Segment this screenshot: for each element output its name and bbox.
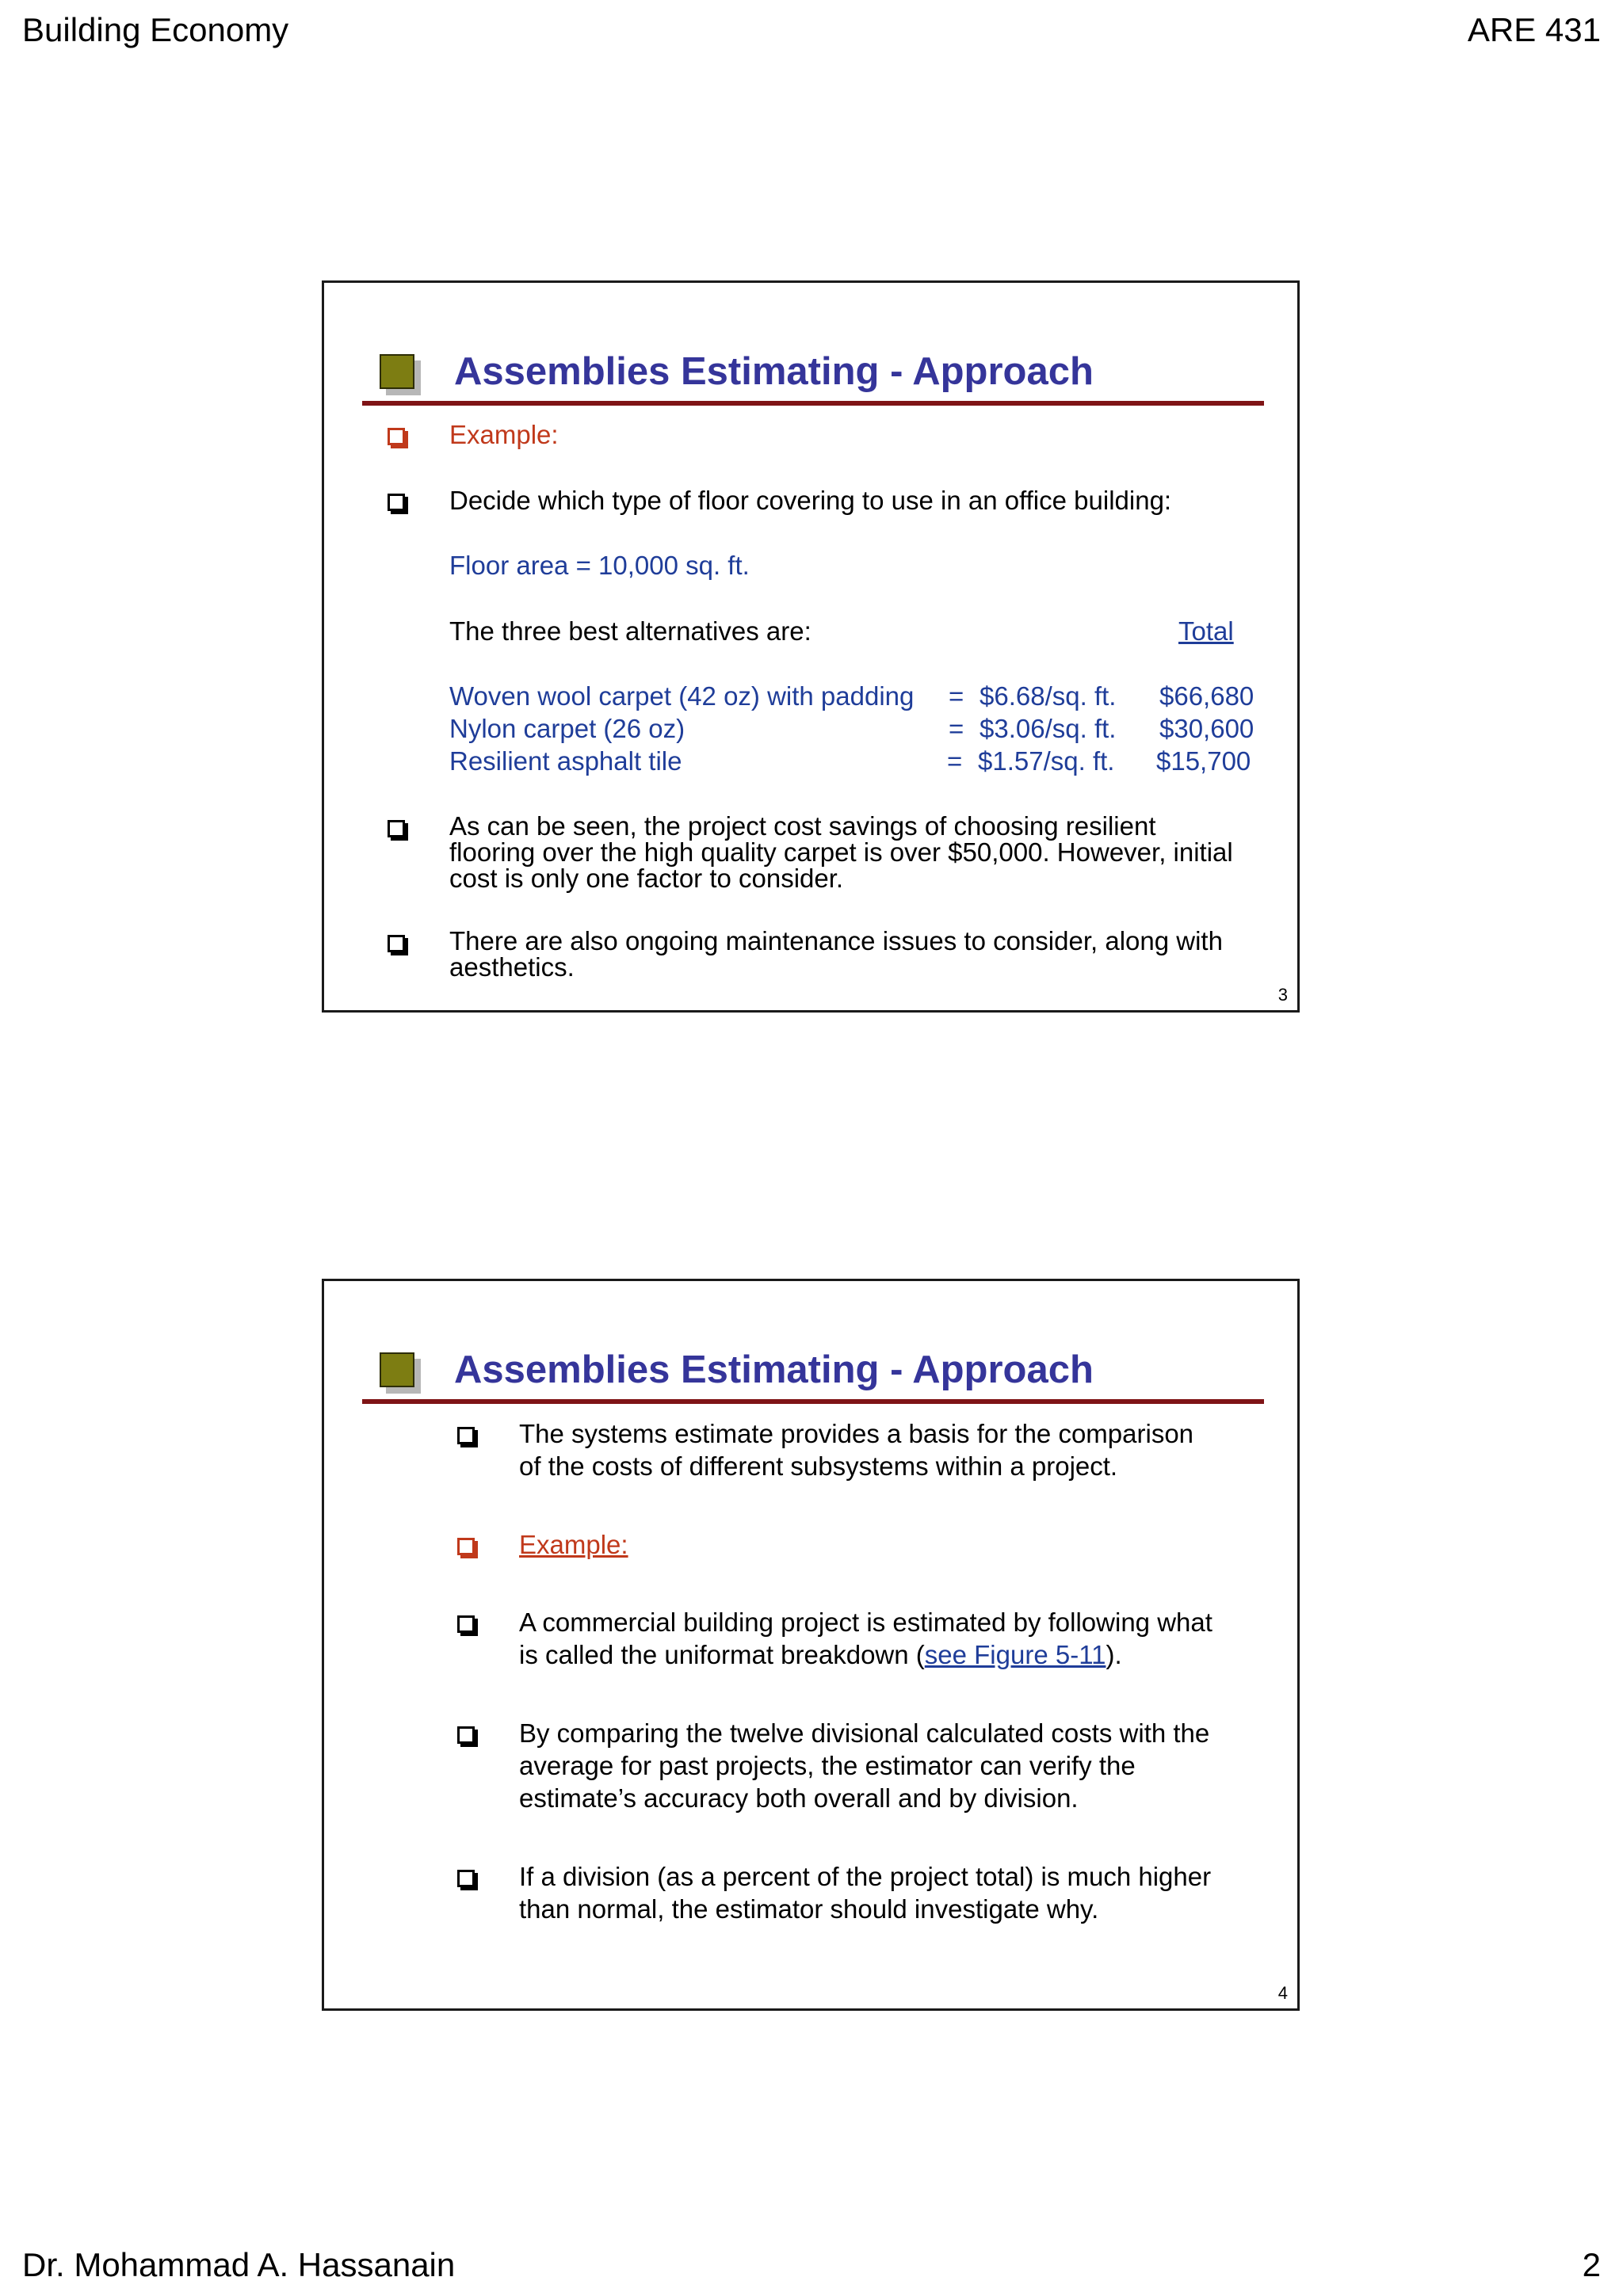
figure-link[interactable]: see Figure 5-11 [924, 1640, 1106, 1669]
example-label: Example: [449, 420, 559, 449]
checkbox-bullet-icon [457, 1870, 475, 1887]
slide-title: Assemblies Estimating - Approach [454, 350, 1094, 393]
square-bullet-icon [380, 1352, 414, 1387]
alternative-rate: $1.57/sq. ft. [978, 746, 1115, 776]
maintenance-line: There are also ongoing maintenance issues to consider, along with [449, 926, 1223, 955]
page-number: 2 [1582, 2246, 1601, 2283]
comparing-line: estimate’s accuracy both overall and by division. [519, 1783, 1079, 1813]
checkbox-bullet-icon [388, 428, 405, 445]
uniformat-text: ). [1106, 1640, 1122, 1669]
checkbox-bullet-icon [388, 494, 405, 511]
division-line: than normal, the estimator should investigate why. [519, 1894, 1099, 1924]
uniformat-line: A commercial building project is estimated by following what [519, 1608, 1212, 1637]
alternative-total: $15,700 [1156, 746, 1251, 776]
alternative-rate: $3.06/sq. ft. [980, 714, 1117, 743]
example-link[interactable]: Example: [519, 1530, 628, 1559]
question-text: Decide which type of floor covering to use in an office building: [449, 486, 1172, 515]
savings-line: cost is only one factor to consider. [449, 864, 844, 893]
title-divider [362, 1399, 1264, 1404]
uniformat-line [519, 1640, 1122, 1670]
checkbox-bullet-icon [457, 1615, 475, 1633]
floor-area: Floor area = 10,000 sq. ft. [449, 551, 750, 580]
savings-line: As can be seen, the project cost savings of choosing resilient [449, 811, 1156, 841]
title-divider [362, 401, 1264, 406]
savings-line: flooring over the high quality carpet is over $50,000. However, initial [449, 837, 1233, 867]
alternative-name: Resilient asphalt tile [449, 746, 682, 776]
maintenance-line: aesthetics. [449, 952, 575, 982]
checkbox-bullet-icon [457, 1538, 475, 1555]
slide-title: Assemblies Estimating - Approach [454, 1348, 1094, 1391]
course-name: Building Economy [22, 11, 289, 48]
slide-number: 3 [1277, 985, 1288, 1005]
alternative-equals: = [949, 714, 964, 743]
comparing-line: average for past projects, the estimator can verify the [519, 1751, 1136, 1780]
slide-number: 4 [1277, 1983, 1288, 2003]
slide-3 [322, 280, 1300, 1013]
alternative-total: $66,680 [1159, 681, 1254, 711]
author-name: Dr. Mohammad A. Hassanain [22, 2246, 456, 2283]
uniformat-text: is called the uniformat breakdown ( [519, 1640, 925, 1669]
alternative-name: Nylon carpet (26 oz) [449, 714, 685, 743]
comparing-line: By comparing the twelve divisional calculated costs with the [519, 1718, 1210, 1748]
systems-line: The systems estimate provides a basis for the comparison [519, 1419, 1194, 1448]
alternative-total: $30,600 [1159, 714, 1254, 743]
alternative-equals: = [947, 746, 963, 776]
checkbox-bullet-icon [388, 820, 405, 837]
checkbox-bullet-icon [457, 1427, 475, 1444]
square-bullet-icon [380, 354, 414, 389]
systems-line: of the costs of different subsystems within a project. [519, 1451, 1118, 1481]
checkbox-bullet-icon [457, 1726, 475, 1744]
alternative-rate: $6.68/sq. ft. [980, 681, 1117, 711]
alternative-name: Woven wool carpet (42 oz) with padding [449, 681, 915, 711]
division-line: If a division (as a percent of the project total) is much higher [519, 1862, 1212, 1891]
alternative-equals: = [949, 681, 964, 711]
alternatives-intro: The three best alternatives are: [449, 616, 812, 646]
course-code: ARE 431 [1467, 11, 1601, 48]
total-column-header: Total [1178, 616, 1234, 646]
checkbox-bullet-icon [388, 935, 405, 952]
slide-4 [322, 1279, 1300, 2011]
